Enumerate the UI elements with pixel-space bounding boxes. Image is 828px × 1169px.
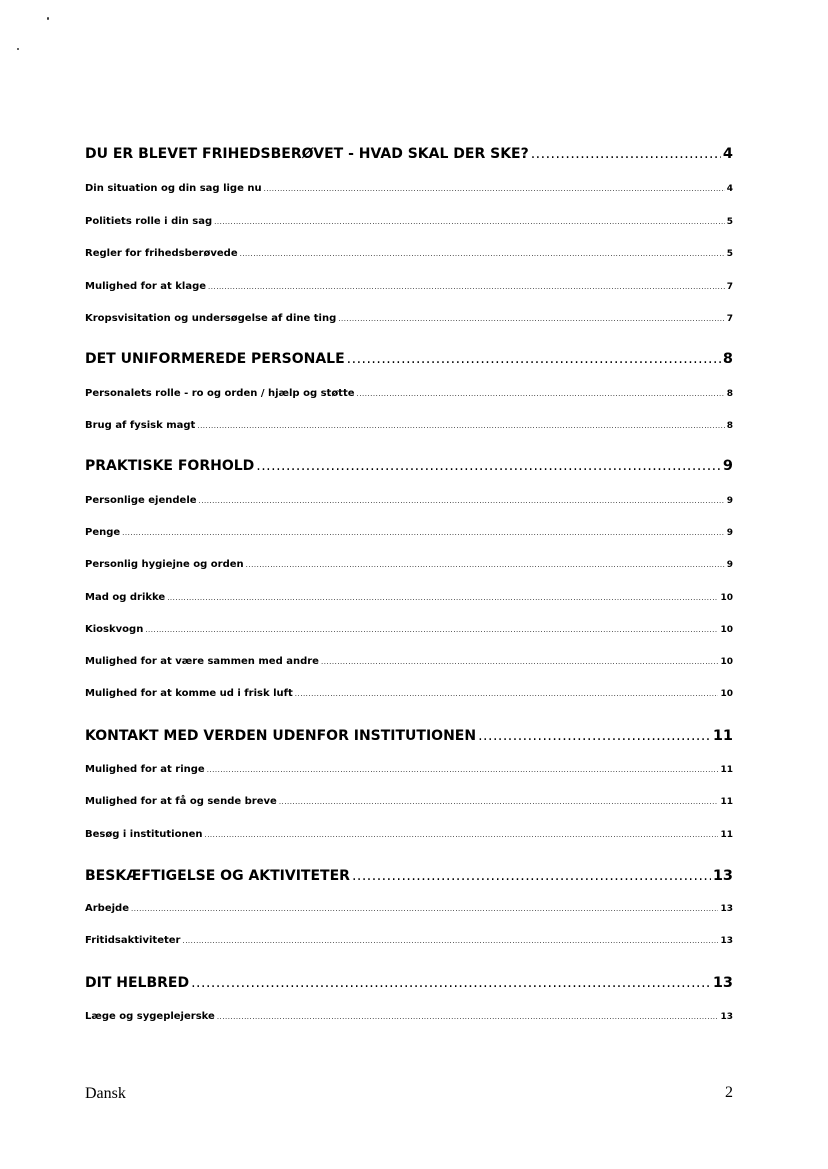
toc-subentry[interactable] [85,527,733,538]
toc-entry-page: 11 [720,830,733,840]
toc-subentry[interactable] [85,935,733,946]
toc-heading-entry[interactable] [85,728,733,744]
toc-entry-page: 11 [720,797,733,807]
dot-leader [347,351,721,367]
toc-entry-title: Mulighed for at være sammen med andre [85,656,319,667]
toc-entry-page: 13 [712,868,733,884]
toc-entry-page: 7 [726,282,733,292]
dot-leader [279,798,719,806]
toc-subentry[interactable] [85,656,733,667]
toc-entry-page: 10 [720,657,733,667]
toc-entry-title: PRAKTISKE FORHOLD [85,458,255,474]
dot-leader [478,728,711,744]
toc-entry-title: DET UNIFORMEREDE PERSONALE [85,351,345,367]
table-of-contents [85,0,733,1169]
dot-leader [264,185,725,193]
toc-entry-page: 10 [720,689,733,699]
toc-entry-page: 13 [712,975,733,991]
toc-entry-title: Besøg i institutionen [85,829,203,840]
dot-leader [352,868,711,884]
dot-leader [167,594,718,602]
toc-entry-page: 5 [726,217,733,227]
dot-leader [182,937,718,945]
toc-heading-entry[interactable] [85,975,733,991]
dot-leader [145,626,718,634]
toc-subentry[interactable] [85,624,733,635]
dot-leader [204,831,718,839]
toc-entry-title: Personalets rolle - ro og orden / hjælp og støtte [85,388,355,399]
toc-entry-page: 9 [726,496,733,506]
toc-subentry[interactable] [85,592,733,603]
dot-leader [207,766,719,774]
toc-entry-title: DU ER BLEVET FRIHEDSBERØVET - HVAD SKAL DER SKE? [85,146,529,162]
toc-entry-title: Kioskvogn [85,624,144,635]
toc-subentry[interactable] [85,216,733,227]
toc-entry-title: Personlig hygiejne og orden [85,559,244,570]
toc-subentry[interactable] [85,764,733,775]
toc-entry-page: 4 [722,146,733,162]
toc-heading-entry[interactable] [85,351,733,367]
toc-entry-page: 11 [712,728,733,744]
toc-entry-title: Mad og drikke [85,592,166,603]
footer-page-number: 2 [725,1084,733,1101]
toc-entry-page: 7 [726,314,733,324]
toc-subentry[interactable] [85,829,733,840]
dot-leader [131,905,718,913]
toc-subentry[interactable] [85,1011,733,1022]
toc-subentry[interactable] [85,903,733,914]
toc-entry-title: Din situation og din sag lige nu [85,183,262,194]
toc-entry-title: Mulighed for at komme ud i frisk luft [85,688,293,699]
toc-entry-page: 8 [726,421,733,431]
toc-entry-title: Mulighed for at få og sende breve [85,796,277,807]
dot-leader [357,390,725,398]
toc-entry-title: DIT HELBRED [85,975,190,991]
toc-subentry[interactable] [85,796,733,807]
toc-entry-title: BESKÆFTIGELSE OG AKTIVITETER [85,868,350,884]
toc-entry-title: Regler for frihedsberøvede [85,248,238,259]
toc-entry-page: 8 [726,389,733,399]
dot-leader [240,250,725,258]
toc-entry-title: Personlige ejendele [85,495,197,506]
dot-leader [197,422,724,430]
toc-entry-page: 13 [720,904,733,914]
dot-leader [122,529,725,537]
footer-language: Dansk [85,1085,126,1102]
toc-entry-title: Politiets rolle i din sag [85,216,213,227]
toc-heading-entry[interactable] [85,146,733,162]
toc-subentry[interactable] [85,559,733,570]
toc-entry-title: Arbejde [85,903,129,914]
toc-entry-title: KONTAKT MED VERDEN UDENFOR INSTITUTIONEN [85,728,477,744]
dot-leader [214,218,725,226]
toc-entry-page: 8 [722,351,733,367]
dot-leader [531,146,721,162]
toc-entry-title: Mulighed for at ringe [85,764,205,775]
toc-entry-page: 9 [726,560,733,570]
dot-leader [321,658,719,666]
toc-subentry[interactable] [85,281,733,292]
toc-entry-page: 4 [726,184,733,194]
toc-subentry[interactable] [85,183,733,194]
toc-subentry[interactable] [85,388,733,399]
toc-subentry[interactable] [85,688,733,699]
dot-leader [199,497,725,505]
toc-subentry[interactable] [85,248,733,259]
toc-entry-page: 9 [726,528,733,538]
dot-leader [295,690,719,698]
toc-subentry[interactable] [85,313,733,324]
scan-speck [17,48,19,50]
dot-leader [246,561,725,569]
toc-entry-title: Læge og sygeplejerske [85,1011,215,1022]
scan-speck [47,17,49,20]
toc-entry-page: 11 [720,765,733,775]
toc-entry-page: 10 [720,593,733,603]
dot-leader [217,1013,719,1021]
toc-subentry[interactable] [85,495,733,506]
toc-entry-title: Kropsvisitation og undersøgelse af dine ting [85,313,337,324]
toc-heading-entry[interactable] [85,458,733,474]
toc-subentry[interactable] [85,420,733,431]
dot-leader [256,458,721,474]
toc-entry-title: Mulighed for at klage [85,281,207,292]
toc-entry-page: 13 [720,1012,733,1022]
dot-leader [208,283,725,291]
toc-heading-entry[interactable] [85,868,733,884]
toc-entry-title: Brug af fysisk magt [85,420,196,431]
toc-entry-page: 5 [726,249,733,259]
dot-leader [338,315,724,323]
toc-entry-title: Fritidsaktiviteter [85,935,181,946]
toc-entry-page: 13 [720,936,733,946]
dot-leader [191,975,711,991]
toc-entry-page: 10 [720,625,733,635]
toc-entry-title: Penge [85,527,121,538]
toc-entry-page: 9 [722,458,733,474]
